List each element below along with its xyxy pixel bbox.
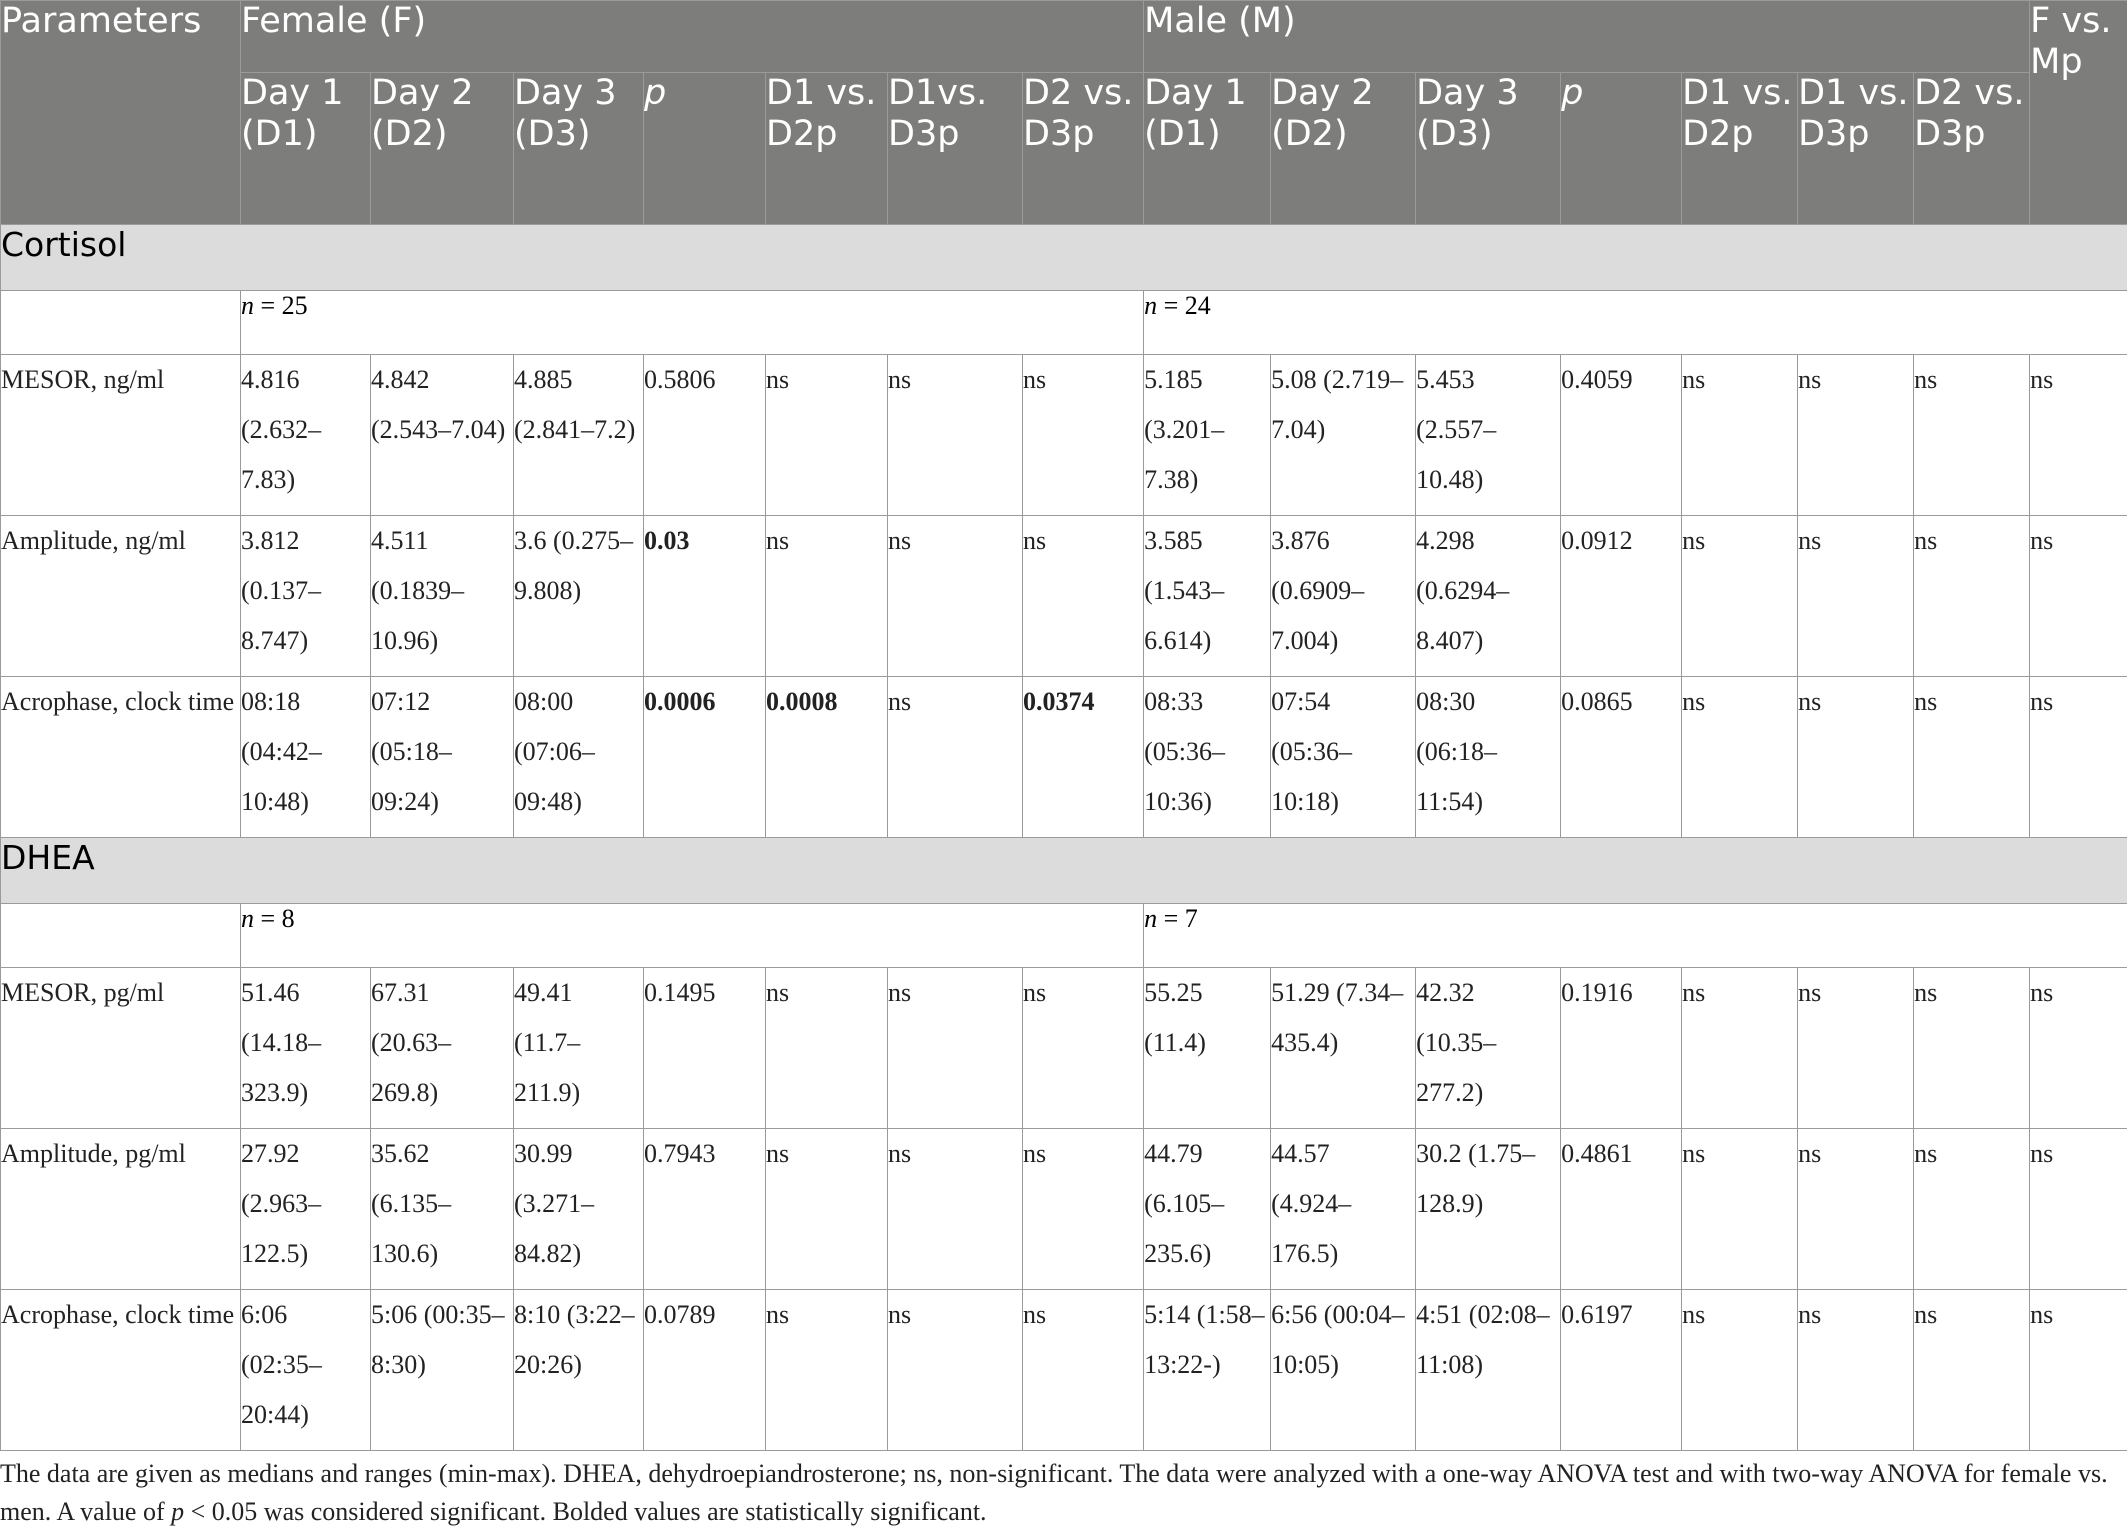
footnote-p-symbol: p [171,1497,185,1526]
table-row [1,516,2127,677]
table-cell: ns [1914,355,2030,516]
table-cell: ns [1798,968,1914,1129]
male-n-cell [1144,904,2127,968]
female-header: Female (F) [241,1,1144,73]
female-n-cell [241,904,1144,968]
table-cell: 0.7943 [644,1129,766,1290]
table-cell: ns [766,968,888,1129]
table-cell: ns [2030,968,2127,1129]
footnote-text-2: < 0.05 was considered significant. Bolded values are statistically significant. [184,1497,987,1526]
table-cell: 0.4059 [1561,355,1682,516]
table-cell: ns [1023,516,1144,677]
n-symbol: n [241,291,254,320]
n-symbol: n [241,904,254,933]
table-cell: 0.1495 [644,968,766,1129]
table-cell: ns [766,1129,888,1290]
table-cell: 51.29 (7.34–435.4) [1271,968,1416,1129]
table-row [1,1129,2127,1290]
table-cell: 42.32 (10.35–277.2) [1416,968,1561,1129]
male-day3-header: Day 3 (D3) [1416,73,1561,225]
female-n-value: 8 [281,904,295,933]
table-cell: 0.0865 [1561,677,1682,838]
table-cell: 0.4861 [1561,1129,1682,1290]
table-cell: ns [1798,516,1914,677]
table-cell: ns [2030,1129,2127,1290]
row-label: Acrophase, clock time [1,1290,241,1451]
table-cell: ns [1682,355,1798,516]
table-cell: 0.5806 [644,355,766,516]
table-cell: ns [766,355,888,516]
table-cell: 27.92 (2.963–122.5) [241,1129,371,1290]
male-header: Male (M) [1144,1,2030,73]
table-cell: 08:00 (07:06–09:48) [514,677,644,838]
row-label: Amplitude, pg/ml [1,1129,241,1290]
male-d1-d2-header: D1 vs. D2p [1682,73,1798,225]
table-cell: ns [1682,968,1798,1129]
female-d2-d3-header: D2 vs. D3p [1023,73,1144,225]
table-cell: ns [2030,516,2127,677]
table-cell [1023,677,1144,838]
table-cell: 08:30 (06:18–11:54) [1416,677,1561,838]
male-p-header: p [1561,73,1682,225]
table-cell: ns [766,516,888,677]
table-cell: ns [888,1290,1023,1451]
row-label: MESOR, pg/ml [1,968,241,1129]
table-cell: 0.6197 [1561,1290,1682,1451]
table-cell: ns [1914,677,2030,838]
parameters-header: Parameters [1,1,241,225]
row-label: Acrophase, clock time [1,677,241,838]
table-cell: 5.185 (3.201–7.38) [1144,355,1271,516]
female-n-value: 25 [281,291,308,320]
row-label: Amplitude, ng/ml [1,516,241,677]
table-cell: 4.511 (0.1839–10.96) [371,516,514,677]
table-cell: 6:06 (02:35–20:44) [241,1290,371,1451]
table-cell: ns [1023,1290,1144,1451]
table-cell: 55.25 (11.4) [1144,968,1271,1129]
row-label: MESOR, ng/ml [1,355,241,516]
table-cell: 3.876 (0.6909–7.004) [1271,516,1416,677]
table-cell [644,677,766,838]
table-cell: ns [1023,1129,1144,1290]
table-cell: 3.6 (0.275–9.808) [514,516,644,677]
section-title: Cortisol [1,225,2127,291]
table-cell: ns [888,355,1023,516]
table-cell: 30.2 (1.75–128.9) [1416,1129,1561,1290]
empty-cell [1,291,241,355]
male-n-value: 7 [1184,904,1198,933]
table-cell: ns [2030,355,2127,516]
female-p-header: p [644,73,766,225]
table-cell: ns [1914,1129,2030,1290]
table-cell: ns [2030,677,2127,838]
table-cell: 5.453 (2.557–10.48) [1416,355,1561,516]
table-cell: ns [1682,516,1798,677]
table-cell: ns [888,677,1023,838]
male-n-value: 24 [1184,291,1211,320]
male-n-cell [1144,291,2127,355]
table-cell: 67.31 (20.63–269.8) [371,968,514,1129]
table-cell: 49.41 (11.7–211.9) [514,968,644,1129]
table-cell: 07:12 (05:18–09:24) [371,677,514,838]
f-vs-m-header: F vs. Mp [2030,1,2127,225]
male-day1-header: Day 1 (D1) [1144,73,1271,225]
table-cell: ns [1682,1129,1798,1290]
table-cell: ns [1798,1129,1914,1290]
table-cell: 5:14 (1:58–13:22-) [1144,1290,1271,1451]
table-footnote [0,1455,2120,1531]
table-cell: 5.08 (2.719–7.04) [1271,355,1416,516]
n-symbol: n [1144,291,1158,320]
table-cell: ns [1682,677,1798,838]
female-n-cell [241,291,1144,355]
table-cell: 3.585 (1.543–6.614) [1144,516,1271,677]
table-cell: 30.99 (3.271–84.82) [514,1129,644,1290]
table-cell: 5:06 (00:35–8:30) [371,1290,514,1451]
table-cell: ns [1682,1290,1798,1451]
table-cell: ns [1798,355,1914,516]
table-body [1,225,2127,1451]
header-row-1 [1,1,2127,73]
table-cell: 35.62 (6.135–130.6) [371,1129,514,1290]
female-day3-header: Day 3 (D3) [514,73,644,225]
equals-sign: = [254,291,282,320]
table-cell: 6:56 (00:04–10:05) [1271,1290,1416,1451]
table-cell: 3.812 (0.137–8.747) [241,516,371,677]
table-cell: ns [1023,355,1144,516]
n-symbol: n [1144,904,1158,933]
significant-value: 0.0008 [766,687,838,716]
table-cell: 44.57 (4.924–176.5) [1271,1129,1416,1290]
table-cell: 0.1916 [1561,968,1682,1129]
equals-sign: = [1157,291,1185,320]
table-cell [766,677,888,838]
female-d1-d2-header: D1 vs. D2p [766,73,888,225]
table-cell: 44.79 (6.105–235.6) [1144,1129,1271,1290]
female-day1-header: Day 1 (D1) [241,73,371,225]
table-row [1,968,2127,1129]
table-cell: ns [888,516,1023,677]
table-cell: 51.46 (14.18–323.9) [241,968,371,1129]
table-cell: ns [1798,1290,1914,1451]
table-cell: ns [1023,968,1144,1129]
table-cell: 0.0789 [644,1290,766,1451]
table-cell: ns [888,968,1023,1129]
table-cell: ns [2030,1290,2127,1451]
table-row [1,677,2127,838]
table-cell: 4:51 (02:08–11:08) [1416,1290,1561,1451]
female-d1-d3-header: D1vs. D3p [888,73,1023,225]
empty-cell [1,904,241,968]
table-cell: ns [1798,677,1914,838]
section-row [1,225,2127,291]
equals-sign: = [254,904,282,933]
table-cell: 4.816 (2.632–7.83) [241,355,371,516]
male-day2-header: Day 2 (D2) [1271,73,1416,225]
table-cell: 4.842 (2.543–7.04) [371,355,514,516]
equals-sign: = [1157,904,1185,933]
table-cell: 0.0912 [1561,516,1682,677]
table-cell: 07:54 (05:36–10:18) [1271,677,1416,838]
table-cell: ns [888,1129,1023,1290]
table-cell: 4.298 (0.6294–8.407) [1416,516,1561,677]
table-cell: ns [1914,968,2030,1129]
female-day2-header: Day 2 (D2) [371,73,514,225]
table-cell: ns [1914,516,2030,677]
table-cell: 08:18 (04:42–10:48) [241,677,371,838]
section-title: DHEA [1,838,2127,904]
table-row [1,355,2127,516]
table-cell: ns [766,1290,888,1451]
significant-value: 0.0374 [1023,687,1095,716]
table-cell: 08:33 (05:36–10:36) [1144,677,1271,838]
sample-size-row [1,904,2127,968]
male-d1-d3-header: D1 vs. D3p [1798,73,1914,225]
sample-size-row [1,291,2127,355]
table-cell: 4.885 (2.841–7.2) [514,355,644,516]
table-cell [644,516,766,677]
section-row [1,838,2127,904]
significant-value: 0.03 [644,526,690,555]
male-d2-d3-header: D2 vs. D3p [1914,73,2030,225]
table-cell: 8:10 (3:22–20:26) [514,1290,644,1451]
table-cell: ns [1914,1290,2030,1451]
significant-value: 0.0006 [644,687,716,716]
footnote-text-1: The data are given as medians and ranges (min-max). DHEA, dehydroepiandrosterone; ns, non-significant. The data were analyzed with a one-way ANOVA test and with two-way ANOVA for female vs. men. A value of [0,1459,2108,1526]
header-row-2 [1,73,2127,225]
table-row [1,1290,2127,1451]
